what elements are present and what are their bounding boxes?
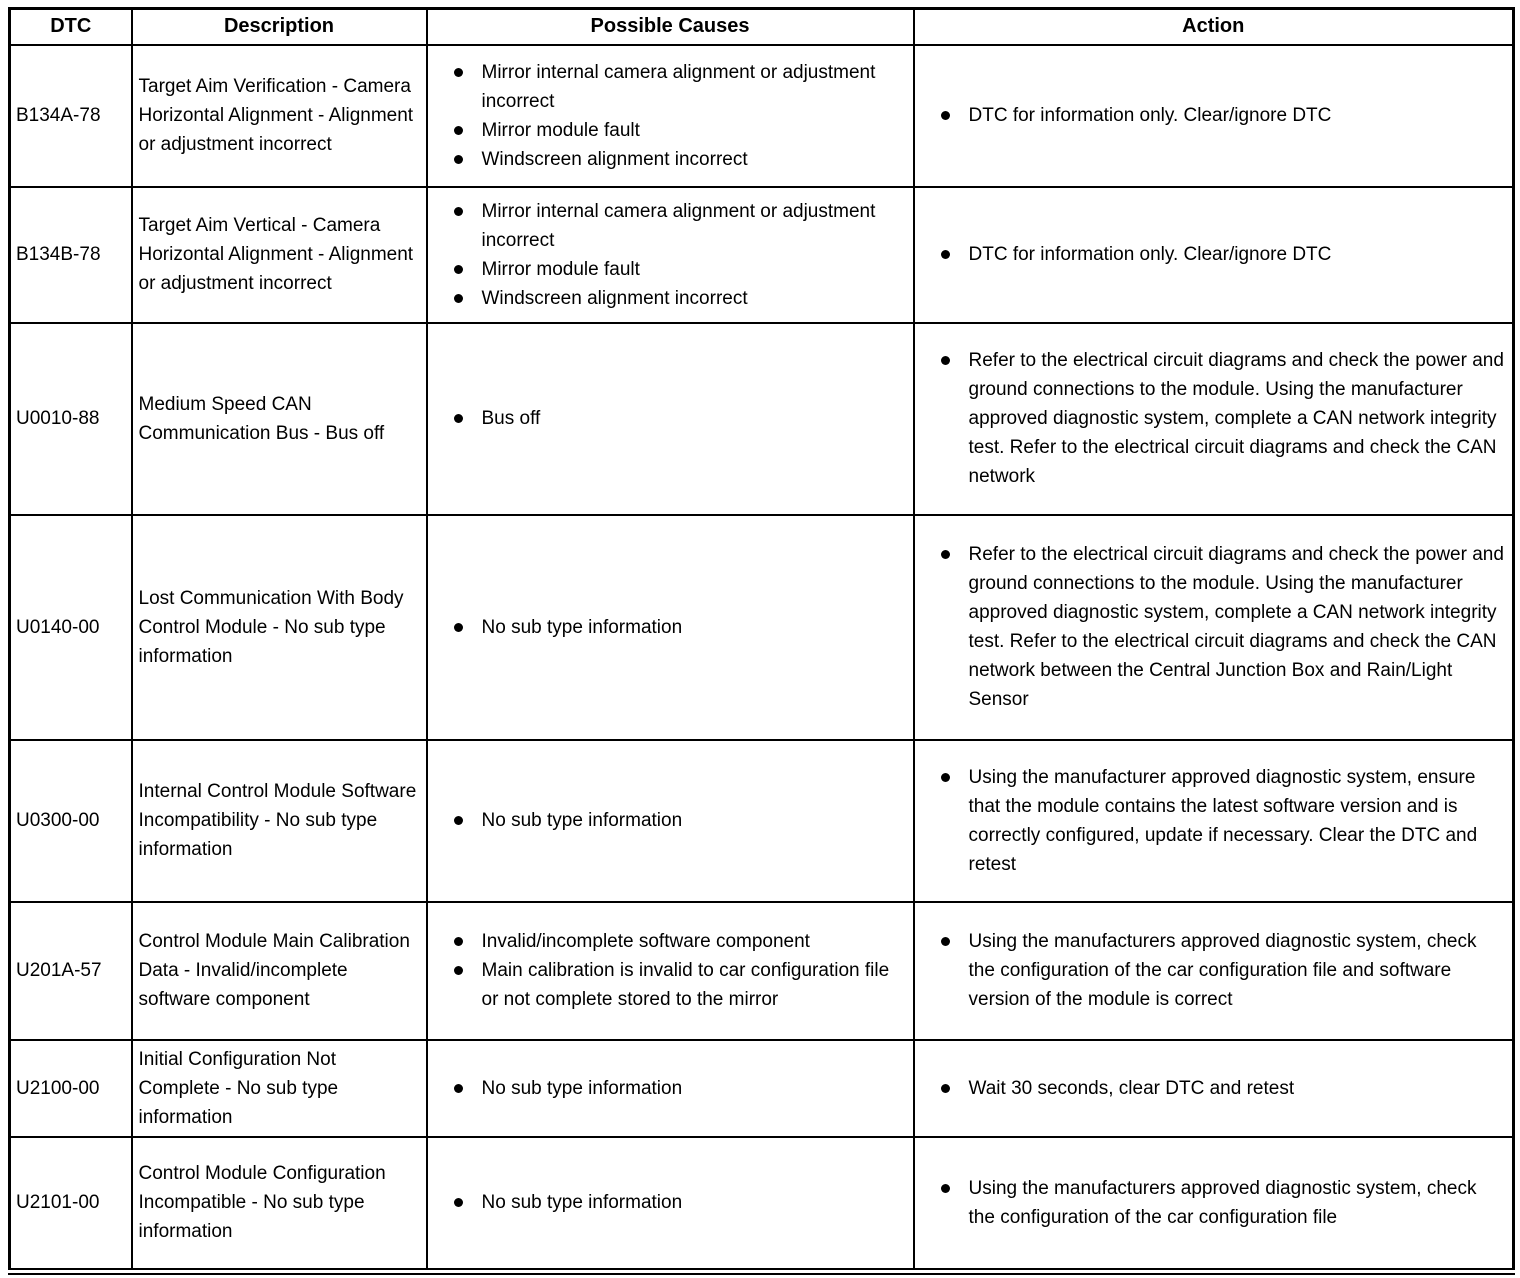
action-list <box>921 1174 1507 1232</box>
description-cell: Medium Speed CAN Communication Bus - Bus off <box>132 323 427 515</box>
bullet-item: No sub type information <box>434 1188 907 1217</box>
dtc-cell: U0140-00 <box>10 515 132 740</box>
description-cell: Control Module Configuration Incompatible - No sub type information <box>132 1137 427 1272</box>
causes-list <box>434 806 907 835</box>
description-cell: Target Aim Vertical - Camera Horizontal Alignment - Alignment or adjustment incorrect <box>132 187 427 323</box>
table-row <box>10 902 1514 1040</box>
action-list <box>921 1074 1507 1103</box>
bullet-item: Invalid/incomplete software component <box>434 927 907 956</box>
bullet-item: Mirror internal camera alignment or adjustment incorrect <box>434 58 907 116</box>
action-list <box>921 927 1507 1014</box>
causes-list <box>434 1188 907 1217</box>
bullet-item: Refer to the electrical circuit diagrams and check the power and ground connections to the module. Using the manufacturer approved diagnostic system, complete a CAN network integrity test. Refer to the electrical circuit diagrams and check the CAN network <box>921 346 1507 491</box>
dtc-cell: B134A-78 <box>10 45 132 187</box>
bullet-item: No sub type information <box>434 1074 907 1103</box>
bullet-item: DTC for information only. Clear/ignore DTC <box>921 101 1507 130</box>
dtc-cell: U0010-88 <box>10 323 132 515</box>
description-cell: Lost Communication With Body Control Module - No sub type information <box>132 515 427 740</box>
bullet-item: DTC for information only. Clear/ignore DTC <box>921 240 1507 269</box>
table-row <box>10 1040 1514 1137</box>
causes-cell <box>427 515 914 740</box>
column-header-dtc: DTC <box>10 9 132 45</box>
bullet-item: Using the manufacturer approved diagnostic system, ensure that the module contains the latest software version and is correctly configured, update if necessary. Clear the DTC and retest <box>921 763 1507 879</box>
causes-cell <box>427 740 914 902</box>
bullet-item: Windscreen alignment incorrect <box>434 145 907 174</box>
description-cell: Control Module Main Calibration Data - Invalid/incomplete software component <box>132 902 427 1040</box>
action-cell <box>914 1040 1514 1137</box>
table-row <box>10 515 1514 740</box>
action-cell <box>914 45 1514 187</box>
causes-cell <box>427 1137 914 1272</box>
table-row <box>10 1137 1514 1272</box>
table-header <box>10 9 1514 45</box>
bullet-item: No sub type information <box>434 806 907 835</box>
action-cell <box>914 740 1514 902</box>
description-cell: Initial Configuration Not Complete - No sub type information <box>132 1040 427 1137</box>
bullet-item: Mirror module fault <box>434 255 907 284</box>
causes-list <box>434 613 907 642</box>
action-list <box>921 101 1507 130</box>
action-list <box>921 540 1507 714</box>
description-cell: Target Aim Verification - Camera Horizontal Alignment - Alignment or adjustment incorrect <box>132 45 427 187</box>
bullet-item: Bus off <box>434 404 907 433</box>
dtc-cell: U201A-57 <box>10 902 132 1040</box>
bullet-item: Using the manufacturers approved diagnostic system, check the configuration of the car configuration file and software version of the module is correct <box>921 927 1507 1014</box>
table-row <box>10 740 1514 902</box>
bullet-item: Mirror internal camera alignment or adjustment incorrect <box>434 197 907 255</box>
action-list <box>921 763 1507 879</box>
column-header-possible-causes: Possible Causes <box>427 9 914 45</box>
action-list <box>921 240 1507 269</box>
causes-list <box>434 927 907 1014</box>
action-cell <box>914 902 1514 1040</box>
description-cell: Internal Control Module Software Incompatibility - No sub type information <box>132 740 427 902</box>
dtc-cell: U2101-00 <box>10 1137 132 1272</box>
table-row <box>10 323 1514 515</box>
causes-cell <box>427 902 914 1040</box>
action-list <box>921 346 1507 491</box>
table-row <box>10 187 1514 323</box>
dtc-table <box>8 7 1515 1275</box>
column-header-description: Description <box>132 9 427 45</box>
causes-list <box>434 404 907 433</box>
dtc-cell: B134B-78 <box>10 187 132 323</box>
causes-cell <box>427 45 914 187</box>
dtc-cell: U0300-00 <box>10 740 132 902</box>
table-row <box>10 45 1514 187</box>
causes-cell <box>427 323 914 515</box>
action-cell <box>914 323 1514 515</box>
bullet-item: Refer to the electrical circuit diagrams and check the power and ground connections to the module. Using the manufacturer approved diagnostic system, complete a CAN network integrity test. Refer to the electrical circuit diagrams and check the CAN network between the Central Junction Box and Rain/Light Sensor <box>921 540 1507 714</box>
causes-list <box>434 1074 907 1103</box>
causes-list <box>434 58 907 174</box>
bullet-item: Windscreen alignment incorrect <box>434 284 907 313</box>
causes-list <box>434 197 907 313</box>
bullet-item: Mirror module fault <box>434 116 907 145</box>
header-row <box>10 9 1514 45</box>
bullet-item: Using the manufacturers approved diagnostic system, check the configuration of the car configuration file <box>921 1174 1507 1232</box>
action-cell <box>914 1137 1514 1272</box>
causes-cell <box>427 187 914 323</box>
bullet-item: No sub type information <box>434 613 907 642</box>
dtc-cell: U2100-00 <box>10 1040 132 1137</box>
column-header-action: Action <box>914 9 1514 45</box>
action-cell <box>914 515 1514 740</box>
action-cell <box>914 187 1514 323</box>
causes-cell <box>427 1040 914 1137</box>
bullet-item: Main calibration is invalid to car configuration file or not complete stored to the mirror <box>434 956 907 1014</box>
bullet-item: Wait 30 seconds, clear DTC and retest <box>921 1074 1507 1103</box>
